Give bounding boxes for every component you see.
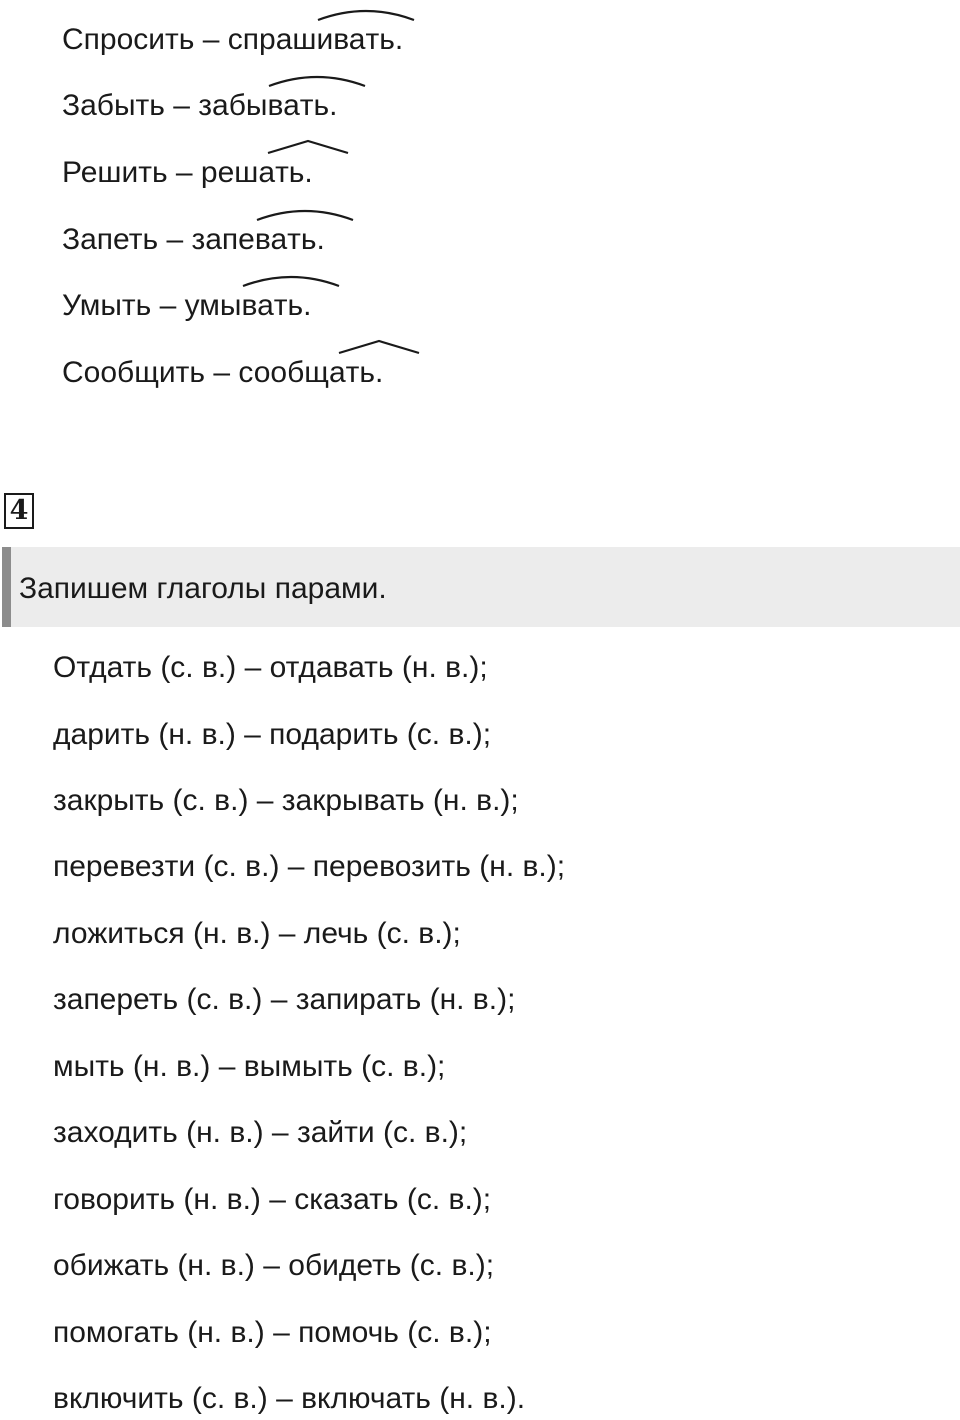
instruction-banner [2, 547, 960, 627]
verb-pair-line: мыть (н. в.) – вымыть (с. в.); [53, 1050, 446, 1083]
pair-text-before: Умыть – умы [62, 289, 242, 322]
pair-text-before: Сообщить – сообщ [62, 356, 329, 389]
verb-pair-line: закрыть (с. в.) – закрывать (н. в.); [53, 784, 519, 817]
suffix-pair-line [62, 220, 325, 260]
pair-text-after: ть. [299, 89, 338, 122]
suffix-arc-icon [241, 273, 341, 287]
suffix-arc-icon [267, 73, 367, 87]
suffix-arc-icon [255, 207, 355, 221]
suffix-mark: ва [255, 220, 287, 260]
suffix-pair-line [62, 153, 313, 193]
pair-text-after: ть. [365, 23, 404, 56]
suffix-mark: а [258, 153, 275, 193]
pair-text-before: Решить – реш [62, 156, 259, 189]
suffix-mark: ва [267, 86, 299, 126]
pair-text-before: Запеть – запе [62, 223, 255, 256]
pair-text-after: ть. [345, 356, 384, 389]
pair-text-before: Забыть – забы [62, 89, 268, 122]
pair-text-before: Спросить – спраш [62, 23, 317, 56]
verb-pair-line: перевезти (с. в.) – перевозить (н. в.); [53, 850, 566, 883]
suffix-mark: а [329, 353, 346, 393]
verb-pair-line: обижать (н. в.) – обидеть (с. в.); [53, 1249, 495, 1282]
pair-text-after: ть. [275, 156, 313, 189]
suffix-pair-line [62, 20, 403, 60]
verb-pair-line: включить (с. в.) – включать (н. в.). [53, 1382, 526, 1415]
suffix-pair-line [62, 286, 312, 326]
verb-pair-line: дарить (н. в.) – подарить (с. в.); [53, 718, 492, 751]
verb-pair-line: заходить (н. в.) – зайти (с. в.); [53, 1116, 468, 1149]
pair-text-after: ть. [273, 289, 312, 322]
suffix-caret-icon [329, 340, 429, 354]
suffix-arc-icon [316, 7, 416, 21]
verb-pair-line: ложиться (н. в.) – лечь (с. в.); [53, 917, 461, 950]
suffix-pair-line [62, 353, 383, 393]
suffix-mark: ва [241, 286, 273, 326]
verb-pair-line: запереть (с. в.) – запирать (н. в.); [53, 983, 516, 1016]
suffix-caret-icon [258, 140, 358, 154]
pair-text-after: ть. [287, 223, 325, 256]
suffix-pair-line [62, 86, 337, 126]
instruction-text: Запишем глаголы парами. [19, 572, 387, 605]
verb-pair-line: Отдать (с. в.) – отдавать (н. в.); [53, 651, 488, 684]
suffix-mark: ива [316, 20, 365, 60]
verb-pair-line: говорить (н. в.) – сказать (с. в.); [53, 1183, 492, 1216]
verb-pair-line: помогать (н. в.) – помочь (с. в.); [53, 1316, 492, 1349]
task-number-badge: 4 [4, 493, 34, 529]
